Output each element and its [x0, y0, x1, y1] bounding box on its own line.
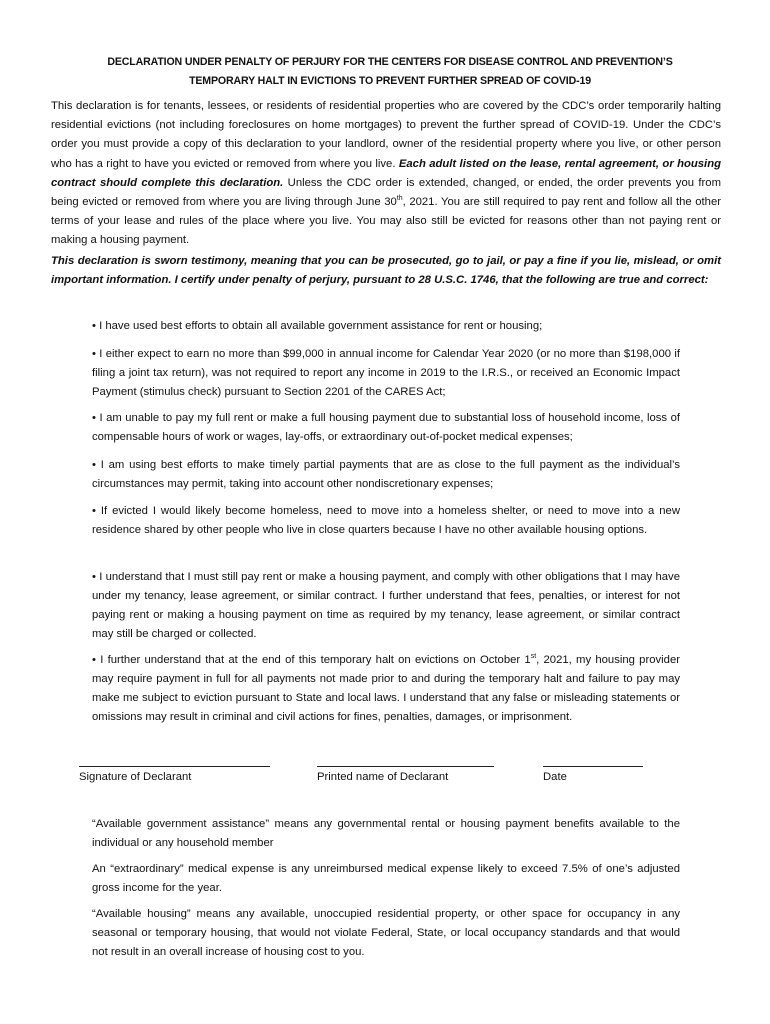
title-line-1: DECLARATION UNDER PENALTY OF PERJURY FOR THE CENTERS FOR DISEASE CONTROL AND PREVENTION’S — [107, 56, 673, 68]
document-title — [50, 53, 730, 91]
last-bullet-text-1: • I further understand that at the end of this temporary halt on evictions on October 1 — [92, 654, 531, 666]
printed-name-line[interactable] — [317, 766, 494, 767]
bullet-assistance: • I have used best efforts to obtain all available government assistance for rent or housing; — [92, 320, 543, 332]
bullet-income: • I either expect to earn no more than $99,000 in annual income for Calendar Year 2020 (or no more than $198,000 if filing a joint tax return), was not required to report any income in 2019 to the I.R.S., or received an Economic Impact Payment (stimulus check) pursuant to Section 2201 of the CARES Act; — [92, 348, 680, 398]
last-bullet-superscript: st — [530, 653, 537, 661]
sworn-statement: This declaration is sworn testimony, meaning that you can be prosecuted, go to jail, or pay a fine if you lie, mislead, or omit important information. I certify under penalty of perjury, pursuant to 28 U.S.C. 1746, that the following are true and correct: — [51, 255, 721, 287]
printed-name-label: Printed name of Declarant — [317, 771, 449, 783]
intro-text-2: Unless the CDC order is extended, changed, or ended, the order prevents you from being evicted or removed from where you are living through June 30 — [51, 176, 722, 209]
bullet-obligations: • I understand that I must still pay rent or make a housing payment, and comply with other obligations that I may have under my tenancy, lease agreement, or similar contract. I further understand that fees, penalties, or interest for not paying rent or making a housing payment on time as required by my tenancy, lease agreement, or similar contract may still be charged or collected. — [92, 571, 680, 640]
intro-paragraph — [51, 97, 721, 251]
title-line-2: TEMPORARY HALT IN EVICTIONS TO PREVENT FURTHER SPREAD OF COVID-19 — [189, 75, 591, 87]
intro-text-1: This declaration is for tenants, lessees, or residents of residential properties who are covered by the CDC’s order temporarily halting residential evictions (not including foreclosures on home mortgages) to prevent the further spread of COVID-19. Under the CDC’s order you must provide a copy of this declaration to your landlord, owner of the residential property where you live, or other person who has a right to have you evicted or removed from where you live. — [51, 100, 721, 170]
bullet-partial-payments: • I am using best efforts to make timely partial payments that are as close to the full payment as the individual’s circumstances may permit, taking into account other nondiscretionary expenses; — [92, 459, 680, 490]
definition-extraordinary-expense: An “extraordinary” medical expense is any unreimbursed medical expense likely to exceed 7.5% of one’s adjusted gross income for the year. — [92, 863, 680, 894]
bullet-homeless: • If evicted I would likely become homeless, need to move into a homeless shelter, or need to move into a new residence shared by other people who live in close quarters because I have no other available housing options. — [92, 505, 680, 536]
signature-line[interactable] — [79, 766, 270, 767]
signature-label: Signature of Declarant — [79, 771, 192, 783]
intro-superscript: th — [396, 195, 403, 203]
date-label: Date — [543, 771, 567, 783]
definition-available-housing: “Available housing” means any available, unoccupied residential property, or other space for occupancy in any seasonal or temporary housing, that would not violate Federal, State, or local occupancy standards and that would not result in an overall increase of housing cost to you. — [92, 908, 680, 958]
bullet-unable-to-pay: • I am unable to pay my full rent or make a full housing payment due to substantial loss of household income, loss of compensable hours of work or wages, lay-offs, or extraordinary out-of-pocket medical expenses; — [92, 412, 680, 443]
bullet-end-of-halt — [92, 651, 680, 727]
date-line[interactable] — [543, 766, 643, 767]
definition-government-assistance: “Available government assistance” means any governmental rental or housing payment benefits available to the individual or any household member — [92, 818, 680, 849]
intro-text-3: , 2021. You are still required to pay rent and follow all the other terms of your lease and rules of the place where you live. You may also still be evicted for reasons other than not paying rent or making a housing payment. — [51, 196, 722, 247]
intro-emphasis: Each adult listed on the lease, rental agreement, or housing contract should complete this declaration. — [51, 157, 721, 189]
last-bullet-text-2: , 2021, my housing provider may require payment in full for all payments not made prior to and during the temporary halt and failure to pay may make me subject to eviction pursuant to State and local laws. I understand that any false or misleading statements or omissions may result in criminal and civil actions for fines, penalties, damages, or imprisonment. — [92, 654, 680, 723]
